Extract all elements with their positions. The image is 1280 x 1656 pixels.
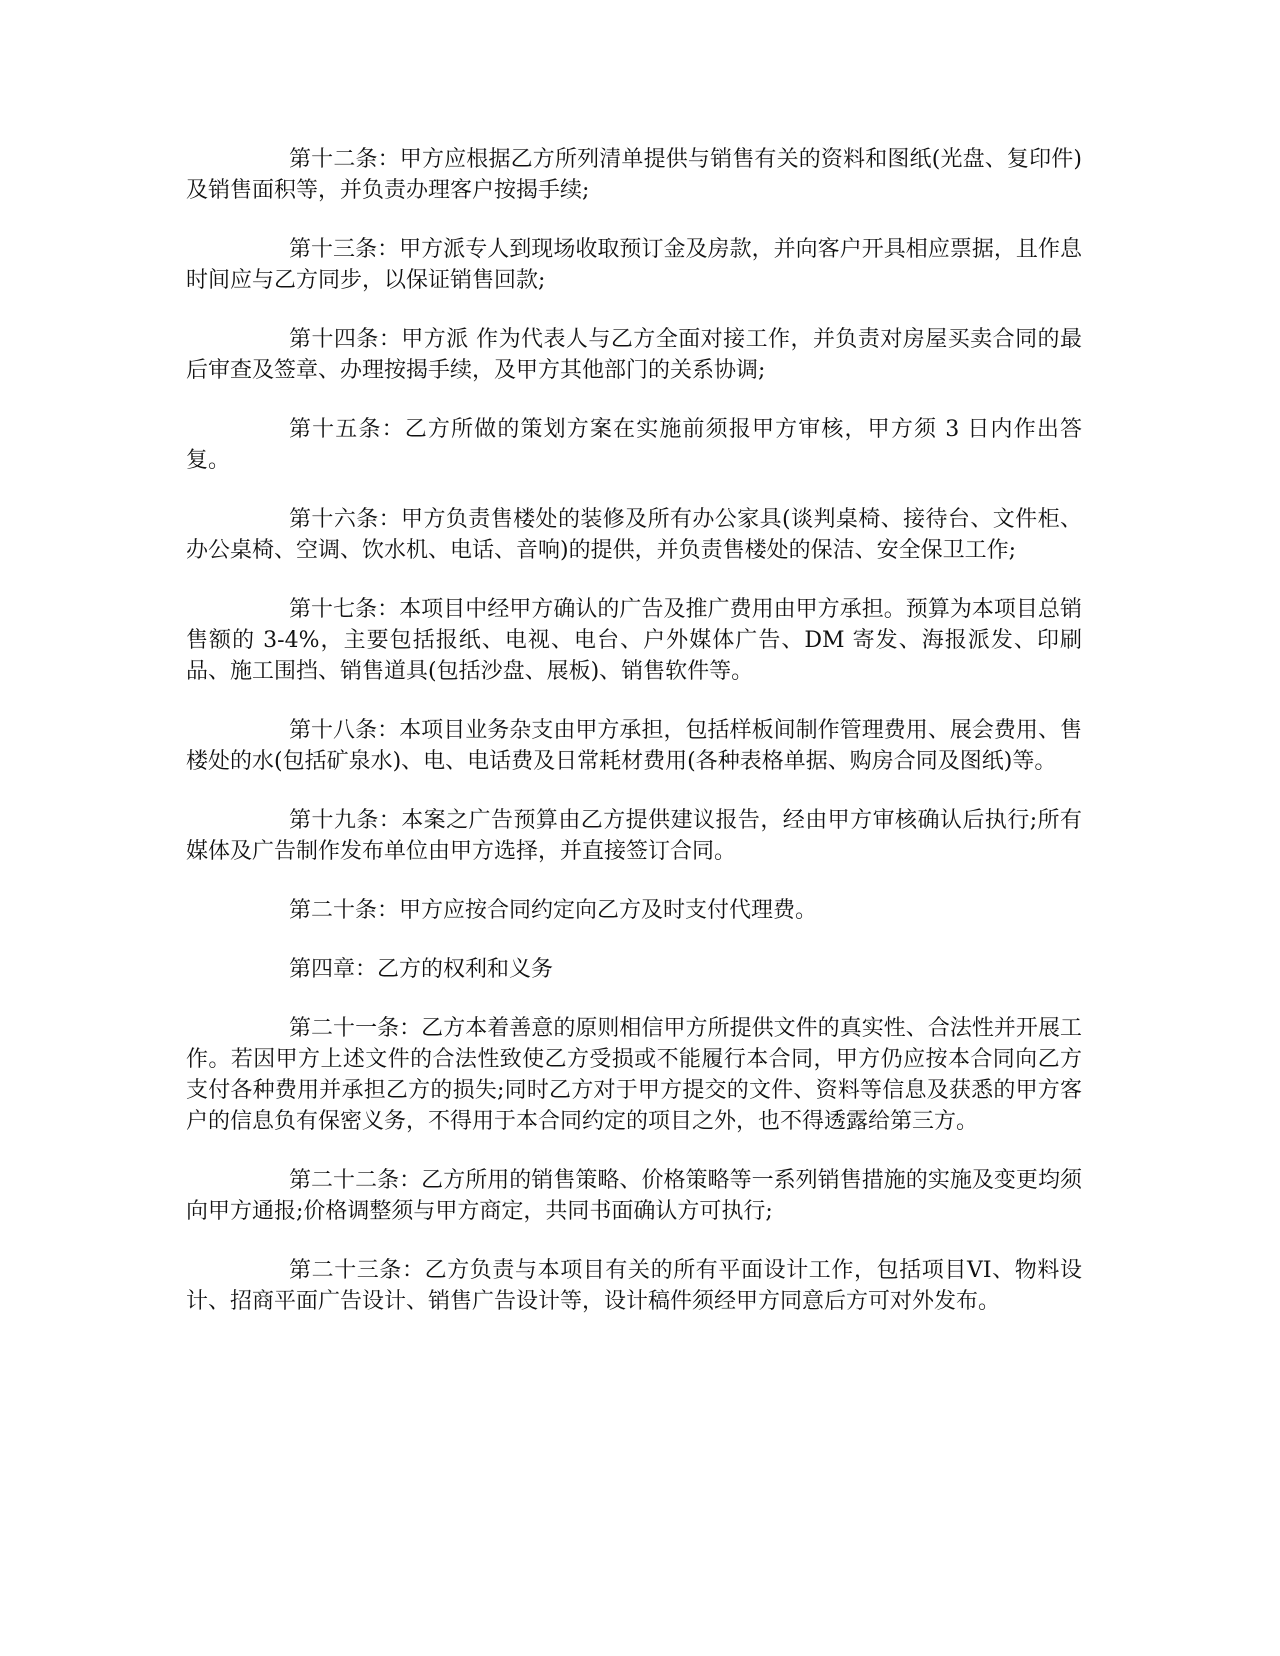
clause-16: 第十六条：甲方负责售楼处的装修及所有办公家具(谈判桌椅、接待台、文件柜、办公桌椅、空调、饮水机、电话、音响)的提供，并负责售楼处的保洁、安全保卫工作; xyxy=(186,507,1082,563)
document-body xyxy=(186,144,1082,1345)
clause-21: 第二十一条：乙方本着善意的原则相信甲方所提供文件的真实性、合法性并开展工作。若因甲方上述文件的合法性致使乙方受损或不能履行本合同，甲方仍应按本合同向乙方支付各种费用并承担乙方的损失;同时乙方对于甲方提交的文件、资料等信息及获悉的甲方客户的信息负有保密义务，不得用于本合同约定的项目之外，也不得透露给第三方。 xyxy=(186,1016,1082,1134)
chapter-4-heading: 第四章：乙方的权利和义务 xyxy=(289,957,554,982)
clause-14: 第十四条：甲方派 作为代表人与乙方全面对接工作，并负责对房屋买卖合同的最后审查及签章、办理按揭手续，及甲方其他部门的关系协调; xyxy=(186,327,1082,383)
clause-19: 第十九条：本案之广告预算由乙方提供建议报告，经由甲方审核确认后执行;所有媒体及广告制作发布单位由甲方选择，并直接签订合同。 xyxy=(186,808,1082,864)
clause-23: 第二十三条：乙方负责与本项目有关的所有平面设计工作，包括项目VI、物料设计、招商平面广告设计、销售广告设计等，设计稿件须经甲方同意后方可对外发布。 xyxy=(186,1258,1082,1314)
clause-13: 第十三条：甲方派专人到现场收取预订金及房款，并向客户开具相应票据，且作息时间应与乙方同步，以保证销售回款; xyxy=(186,237,1082,293)
clause-17: 第十七条：本项目中经甲方确认的广告及推广费用由甲方承担。预算为本项目总销售额的 3-4%，主要包括报纸、电视、电台、户外媒体广告、DM 寄发、海报派发、印刷品、施工围挡、销售道具(包括沙盘、展板)、销售软件等。 xyxy=(186,597,1082,684)
clause-15: 第十五条：乙方所做的策划方案在实施前须报甲方审核，甲方须 3 日内作出答复。 xyxy=(186,417,1082,473)
clause-22: 第二十二条：乙方所用的销售策略、价格策略等一系列销售措施的实施及变更均须向甲方通报;价格调整须与甲方商定，共同书面确认方可执行; xyxy=(186,1168,1082,1224)
clause-12: 第十二条：甲方应根据乙方所列清单提供与销售有关的资料和图纸(光盘、复印件)及销售面积等，并负责办理客户按揭手续; xyxy=(186,147,1082,203)
clause-20: 第二十条：甲方应按合同约定向乙方及时支付代理费。 xyxy=(289,898,818,923)
clause-18: 第十八条：本项目业务杂支由甲方承担，包括样板间制作管理费用、展会费用、售楼处的水(包括矿泉水)、电、电话费及日常耗材费用(各种表格单据、购房合同及图纸)等。 xyxy=(186,718,1082,774)
